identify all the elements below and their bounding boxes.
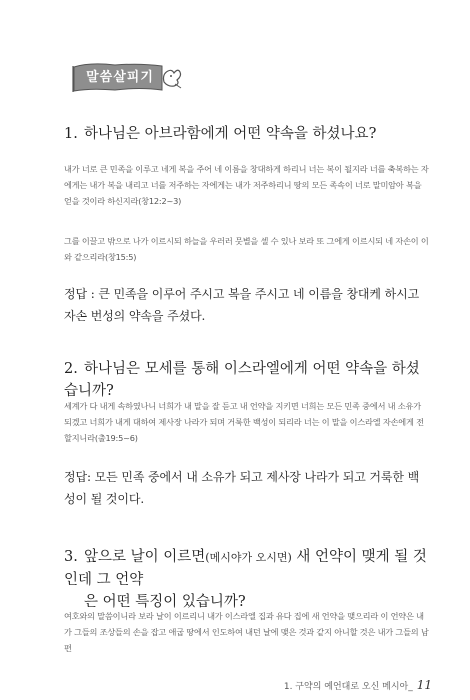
badge-label: 말씀살피기 [86,70,154,85]
footer-chapter: 1. 구약의 예언대로 오신 메시아 [283,682,409,692]
question-text: 하나님은 모세를 통해 이스라엘에게 어떤 약속을 하셨습니까? [64,361,420,399]
verse-text: 내가 너로 큰 민족을 이루고 네게 복을 주어 네 이름을 창대하게 하리니 너는 복이 될지라 너를 축복하는 자에게는 내가 복을 내리고 너를 저주하는 자에게는 내가 저주하리니 땅의 모든 족속이 너로 말미암아 복을 얻을 것이라 하신지라(창12:2~3) [64,164,429,206]
question-text-line2: 은 어떤 특징이 있습니까? [84,594,246,610]
question-number: 3. [64,549,78,565]
page-footer [284,678,432,692]
question-3 [64,546,430,613]
answer-text: 정답: 모든 민족 중에서 내 소유가 되고 제사장 나라가 되고 거룩한 백성이 될 것이다. [64,470,420,506]
question-text-part2: 새 언약이 맺게 될 것인데 그 언약 [64,549,427,588]
verse-text: 그를 이끌고 밖으로 나가 이르시되 하늘을 우러러 뭇별을 셀 수 있나 보라 또 그에게 이르시되 네 자손이 이와 같으리라(창15:5) [64,236,429,262]
footer-separator: _ [408,682,413,692]
verse-text: 세계가 다 내게 속하였나니 너희가 내 말을 잘 듣고 내 언약을 지키면 너희는 모든 민족 중에서 내 소유가 되겠고 너희가 내게 대하여 제사장 나라가 되며 거룩한 백성이 되리라 너는 이 말을 이스라엘 자손에게 전할지니라(출19:5~6) [64,401,424,443]
question-number: 2. [64,361,78,377]
answer-text: 정답 : 큰 민족을 이루어 주시고 복을 주시고 네 이름을 창대케 하시고 자손 번성의 약속을 주셨다. [64,287,420,323]
question-text-aside: (메시야가 오시면) [205,551,292,564]
question-text-part1: 앞으로 날이 이르면 [84,549,206,565]
page-number: 11 [416,678,432,692]
verse-text: 여호와의 말씀이니라 보라 날이 이르리니 내가 이스라엘 집과 유다 집에 새 언약을 맺으리라 이 언약은 내가 그들의 조상들의 손을 잡고 애굽 땅에서 인도하여 내던 날에 맺은 것과 같지 아니할 것은 내가 그들의 남편 [64,611,429,653]
question-number: 1. [64,126,78,142]
question-2 [64,358,430,402]
bird-doodle-icon [160,62,184,90]
question-text: 하나님은 아브라함에게 어떤 약속을 하셨나요? [84,126,377,142]
question-1 [64,123,430,145]
section-badge [70,60,180,94]
